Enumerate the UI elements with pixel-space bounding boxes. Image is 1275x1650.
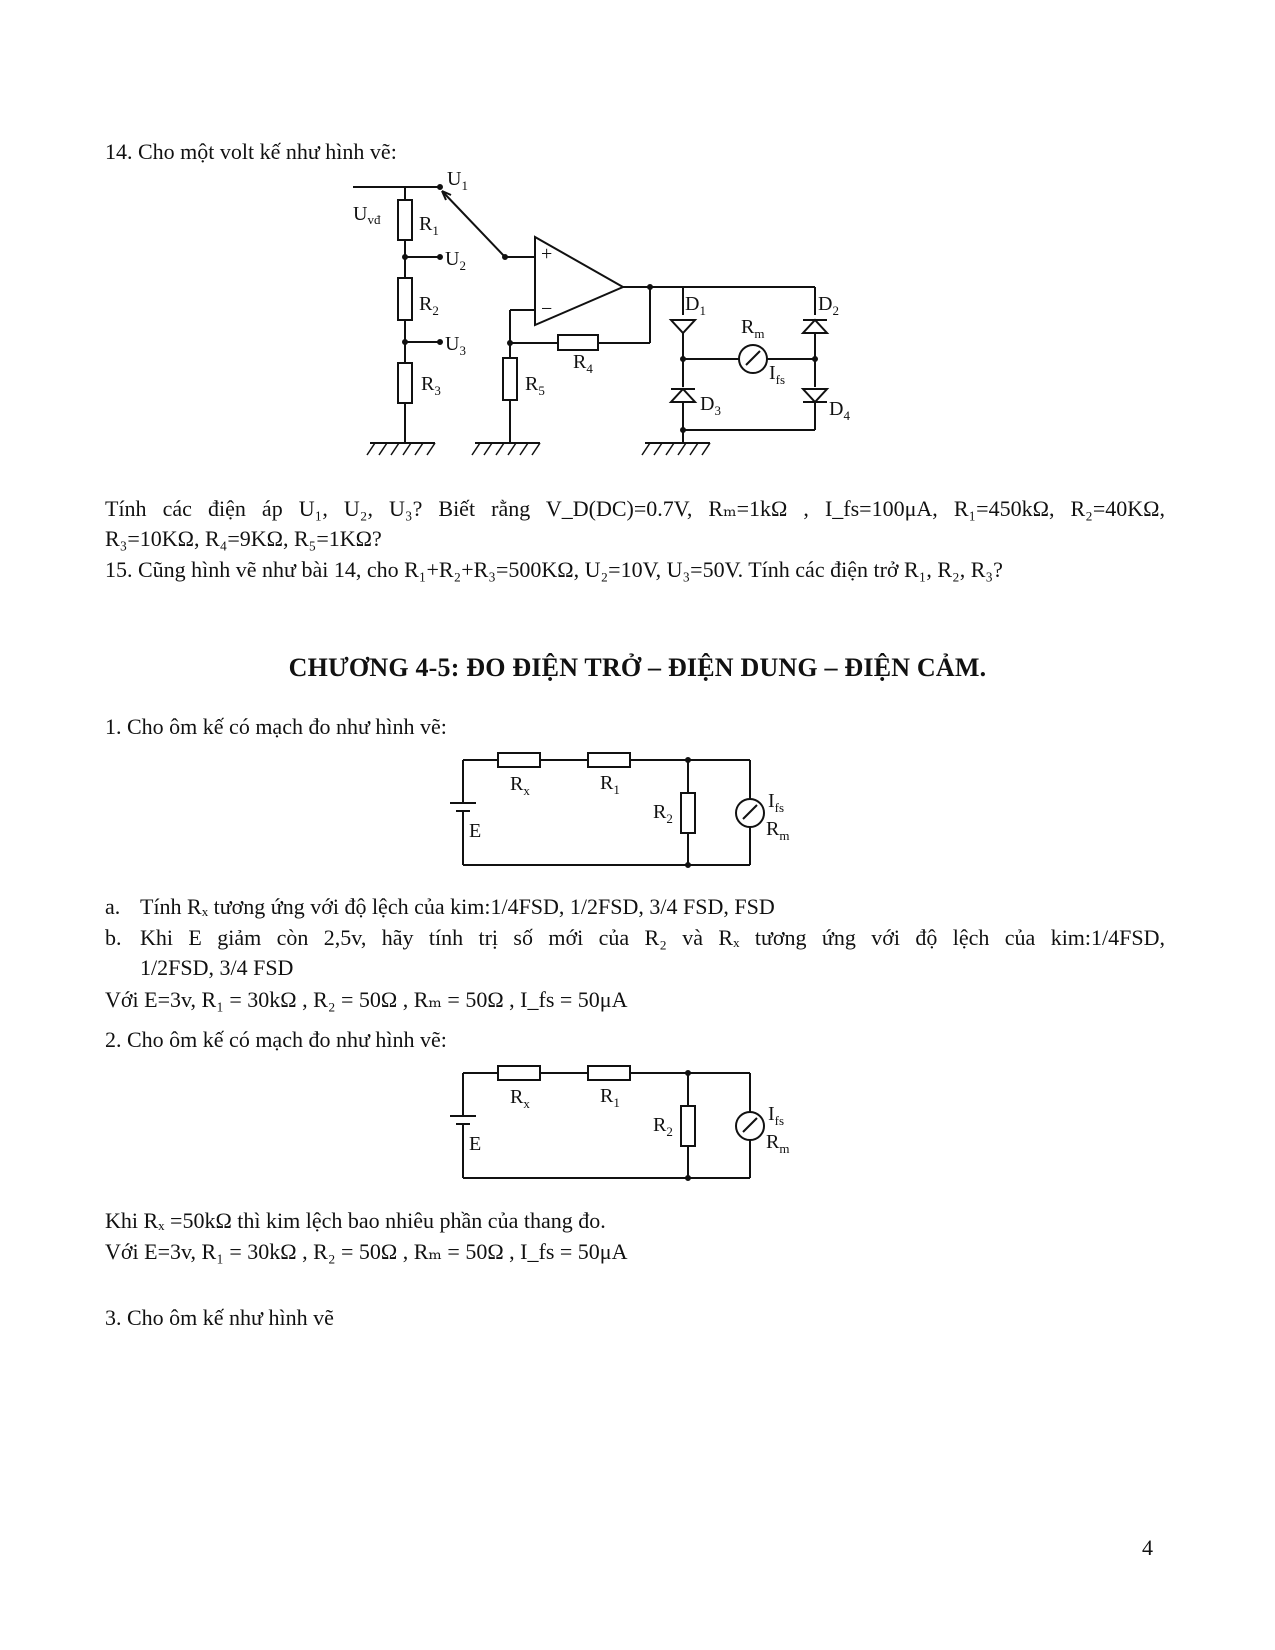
- ohm1-item-b-line1: Khi E giảm còn 2,5v, hãy tính trị số mới của R₂ và Rₓ tương ứng với độ lệch của kim:1/4FSD,: [140, 925, 1165, 950]
- ohm2-intro: 2. Cho ôm kế có mạch đo như hình vẽ:: [105, 1027, 447, 1052]
- svg-text:U3: $U_3$: [445, 333, 466, 358]
- ohm1-given: Với E=3v, R₁ = 30kΩ , R₂ = 50Ω , Rₘ = 50Ω , I_fs = 50μA: [105, 987, 628, 1012]
- problem14-question-line1: Tính các điện áp U₁, U₂, U₃? Biết rằng V_D(DC)=0.7V, Rₘ=1kΩ , I_fs=100μA, R₁=450kΩ, R₂=40KΩ,: [105, 496, 1165, 521]
- svg-text:D2: $D_2$: [818, 293, 839, 318]
- ohm1-item-a: Tính Rₓ tương ứng với độ lệch của kim:1/4FSD, 1/2FSD, 3/4 FSD, FSD: [140, 894, 775, 919]
- problem14-question-line2: R₃=10KΩ, R₄=9KΩ, R₅=1KΩ?: [105, 526, 382, 551]
- svg-text:Uvđ: $U_{vđ}$: [353, 203, 381, 227]
- page-number: 4: [1142, 1535, 1153, 1560]
- svg-text:Rx: $R_x$: [510, 1086, 530, 1111]
- svg-text:R4: $R_4$: [573, 351, 593, 376]
- svg-text:R1: $R_1$: [600, 772, 620, 797]
- svg-text:R2: $R_2$: [653, 1114, 673, 1139]
- svg-text:Ifs: $I_{fs}$: [768, 1103, 785, 1128]
- ohm1-item-b-marker: b.: [105, 925, 122, 950]
- problem14-intro: 14. Cho một volt kế như hình vẽ:: [105, 139, 397, 164]
- svg-text:Rx: $R_x$: [510, 773, 530, 798]
- ohmmeter-circuit-1: [445, 745, 805, 875]
- voltmeter-circuit-diagram: [345, 165, 875, 465]
- svg-text:R1: $R_1$: [600, 1085, 620, 1110]
- svg-text:Ifs: $I_{fs}$: [768, 790, 785, 815]
- svg-text:D3: $D_3$: [700, 393, 721, 418]
- svg-text:Rm: $R_m$: [766, 818, 790, 843]
- svg-text:E: E: [469, 1133, 482, 1155]
- svg-text:E: E: [469, 820, 482, 842]
- svg-text:U2: $U_2$: [445, 248, 466, 273]
- svg-text:D1: $D_1$: [685, 293, 706, 318]
- svg-text:Rm: $R_m$: [741, 316, 765, 341]
- ohm2-question: Khi Rₓ =50kΩ thì kim lệch bao nhiêu phần của thang đo.: [105, 1208, 606, 1233]
- svg-text:R3: $R_3$: [421, 373, 441, 398]
- svg-text:R2: $R_2$: [653, 801, 673, 826]
- svg-text:U1: $U_1$: [447, 168, 468, 193]
- ohm1-item-b-line2: 1/2FSD, 3/4 FSD: [140, 955, 294, 980]
- svg-text:−: −: [541, 298, 553, 320]
- svg-text:Rm: $R_m$: [766, 1131, 790, 1156]
- ohm2-given: Với E=3v, R₁ = 30kΩ , R₂ = 50Ω , Rₘ = 50Ω , I_fs = 50μA: [105, 1239, 628, 1264]
- chapter-heading: CHƯƠNG 4-5: ĐO ĐIỆN TRỞ – ĐIỆN DUNG – ĐIỆN CẢM.: [288, 653, 987, 682]
- svg-text:Ifs: $I_{fs}$: [769, 362, 786, 387]
- ohm1-item-a-marker: a.: [105, 894, 121, 919]
- svg-text:R2: $R_2$: [419, 293, 439, 318]
- svg-text:D4: $D_4$: [829, 398, 850, 423]
- problem15-text: 15. Cũng hình vẽ như bài 14, cho R₁+R₂+R₃=500KΩ, U₂=10V, U₃=50V. Tính các điện trở R₁, R₂, R₃?: [105, 557, 1003, 582]
- svg-text:+: +: [541, 243, 553, 265]
- ohm1-intro: 1. Cho ôm kế có mạch đo như hình vẽ:: [105, 714, 447, 739]
- ohm3-intro: 3. Cho ôm kế như hình vẽ: [105, 1305, 334, 1330]
- svg-text:R5: $R_5$: [525, 373, 545, 398]
- svg-text:R1: $R_1$: [419, 213, 439, 238]
- ohmmeter-circuit-2: [445, 1058, 805, 1188]
